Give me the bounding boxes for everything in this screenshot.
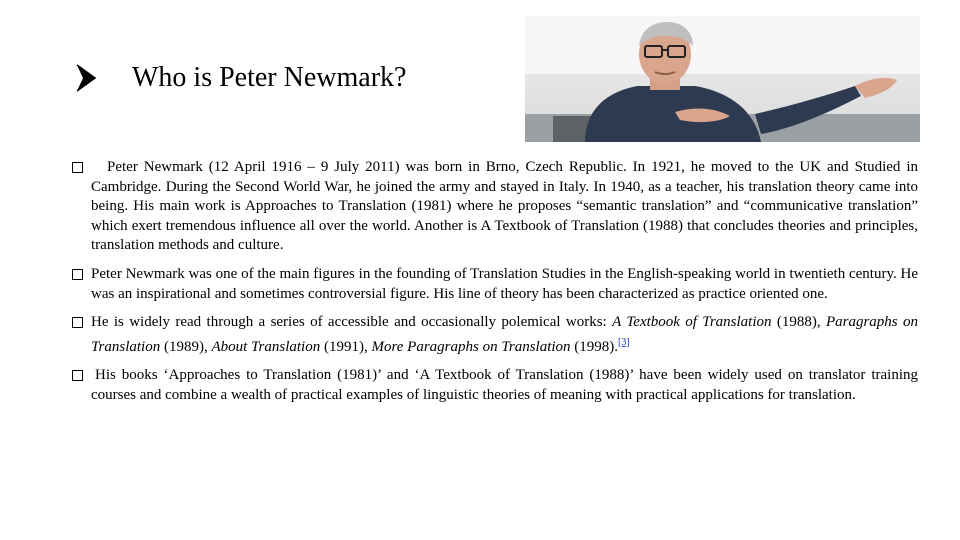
work-year: (1988),: [771, 314, 826, 331]
work-title: Paragraphs on Translation: [91, 314, 918, 355]
arrow-bullet-icon: [76, 64, 96, 92]
paragraph-birth: [72, 158, 918, 256]
checkbox-bullet-icon: [72, 162, 83, 173]
checkbox-bullet-icon: [72, 317, 83, 328]
page-title: Who is Peter Newmark?: [132, 62, 407, 93]
work-year: (1998).: [570, 338, 619, 355]
work-title: More Paragraphs on Translation: [371, 338, 571, 355]
paragraph-birth-text: Peter Newmark (12 April 1916 – 9 July 2011) was born in Brno, Czech Republic. In 1921, he moved to the UK and Studied in Cambridge. During the Second World War, he joined the army and stayed in Italy. In 1940, as a teacher, his translation theory came into being. His main work is Approaches to Translation (1981) where he proposes “semantic translation” and “communicative translation” which exert tremendous influence all over the world. Another is A Textbook of Translation (1988) that concludes theories and principles, translation methods and culture.: [91, 159, 918, 254]
work-title: A Textbook of Translation: [612, 314, 772, 331]
paragraph-books: [72, 366, 918, 405]
body-text: [72, 158, 918, 415]
paragraph-books-text: His books ‘Approaches to Translation (1981)’ and ‘A Textbook of Translation (1988)’ have been widely used on translator training courses and combine a wealth of practical examples of linguistic theories of meaning with practical applications for translation.: [91, 367, 918, 403]
portrait-photo: [525, 16, 920, 142]
slide-title: [76, 64, 406, 92]
work-title: About Translation: [211, 338, 321, 355]
work-year: (1991),: [320, 338, 372, 355]
checkbox-bullet-icon: [72, 370, 83, 381]
checkbox-bullet-icon: [72, 269, 83, 280]
work-year: (1989),: [160, 338, 212, 355]
paragraph-founding-text: Peter Newmark was one of the main figures in the founding of Translation Studies in the English-speaking world in twentieth century. He was an inspirational and sometimes controversial figure. His line of theory has been characterized as practice oriented one.: [91, 265, 918, 302]
paragraph-works: [72, 313, 918, 357]
works-intro: He is widely read through a series of accessible and occasionally polemical works:: [91, 314, 613, 331]
reference-link[interactable]: [3]: [618, 336, 630, 348]
paragraph-founding: [72, 265, 918, 304]
